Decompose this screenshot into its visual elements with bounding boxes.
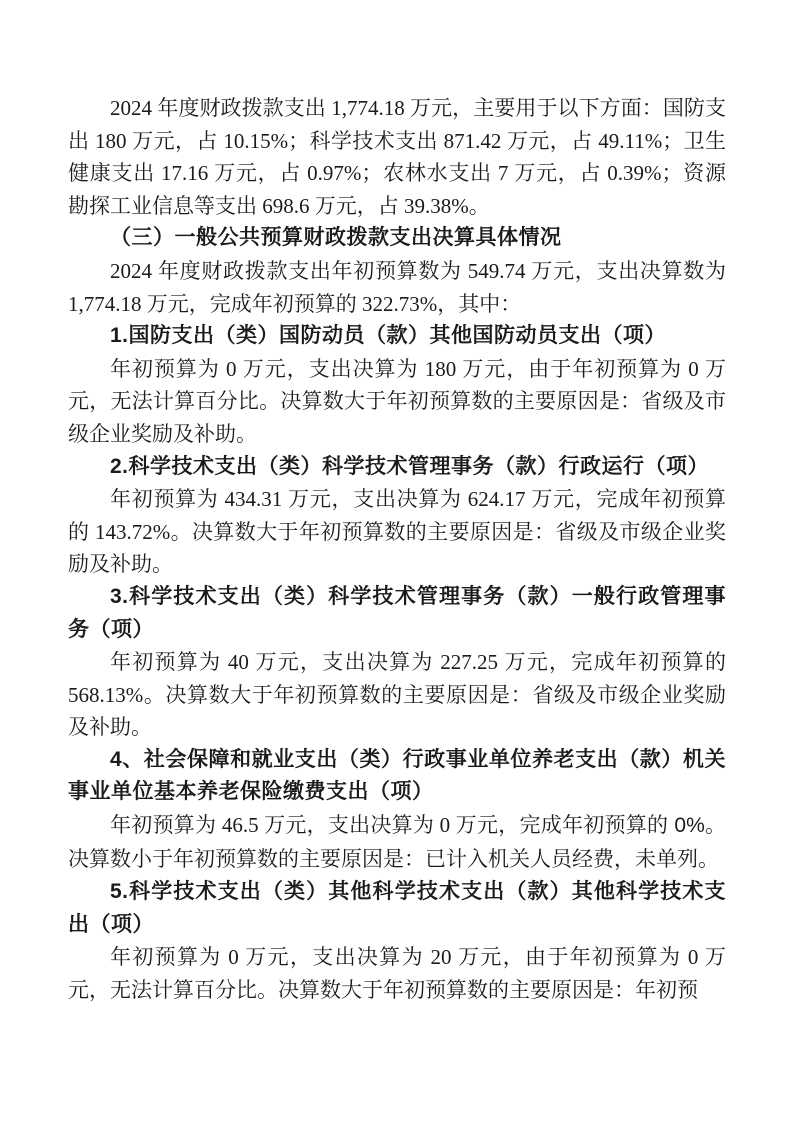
para-item-4-detail-serif-run: 年初预算为 46.5 万元，支出决算为 0 万元， [110, 813, 520, 838]
para-item-3-detail: 年初预算为 40 万元，支出决算为 227.25 万元，完成年初预算的 568.13%。决算数大于年初预算数的主要原因是：省级及市级企业奖励及补助。 [68, 650, 726, 740]
para-item-2-detail: 年初预算为 434.31 万元，支出决算为 624.17 万元，完成年初预算的 143.72%。决算数大于年初预算数的主要原因是：省级及市级企业奖励及补助。 [68, 487, 726, 577]
heading-item-3-science-tech-general-admin: 3.科学技术支出（类）科学技术管理事务（款）一般行政管理事务（项） [68, 584, 726, 641]
heading-item-1-national-defense: 1.国防支出（类）国防动员（款）其他国防动员支出（项） [110, 324, 667, 348]
para-item-5-detail: 年初预算为 0 万元，支出决算为 20 万元，由于年初预算为 0 万元，无法计算百分比。决算数大于年初预算数的主要原因是：年初预 [68, 945, 726, 1003]
para-item-4-detail-sans-run: 完成年初预算的 0%。决算数小于年初预算数的主要原因是：已计入机关人员经费，未单列。 [68, 814, 727, 871]
heading-item-4-social-security-pension: 4、社会保障和就业支出（类）行政事业单位养老支出（款）机关事业单位基本养老保险缴费支出（项） [68, 747, 726, 804]
heading-item-5-other-science-tech: 5.科学技术支出（类）其他科学技术支出（款）其他科学技术支出（项） [68, 880, 726, 936]
para-item-1-detail: 年初预算为 0 万元，支出决算为 180 万元，由于年初预算为 0 万元，无法计算百分比。决算数大于年初预算数的主要原因是：省级及市级企业奖励及补助。 [68, 356, 726, 446]
document-content [68, 92, 726, 1007]
heading-item-2-science-tech-admin-operation: 2.科学技术支出（类）科学技术管理事务（款）行政运行（项） [110, 454, 710, 478]
para-budget-vs-final-summary: 2024 年度财政拨款支出年初预算数为 549.74 万元，支出决算数为 1,774.18 万元，完成年初预算的 322.73%，其中： [68, 258, 726, 316]
para-expenditure-overview: 2024 年度财政拨款支出 1,774.18 万元，主要用于以下方面：国防支出 180 万元，占 10.15%；科学技术支出 871.42 万元，占 49.11%；卫生健康支出 17.16 万元，占 0.97%；农林水支出 7 万元，占 0.39%；资源勘探工业信息等支出 698.6 万元，占 39.38%。 [68, 96, 726, 218]
heading-section-three-expenditure-details: （三）一般公共预算财政拨款支出决算具体情况 [110, 226, 562, 250]
para-item-4-detail [68, 809, 726, 876]
